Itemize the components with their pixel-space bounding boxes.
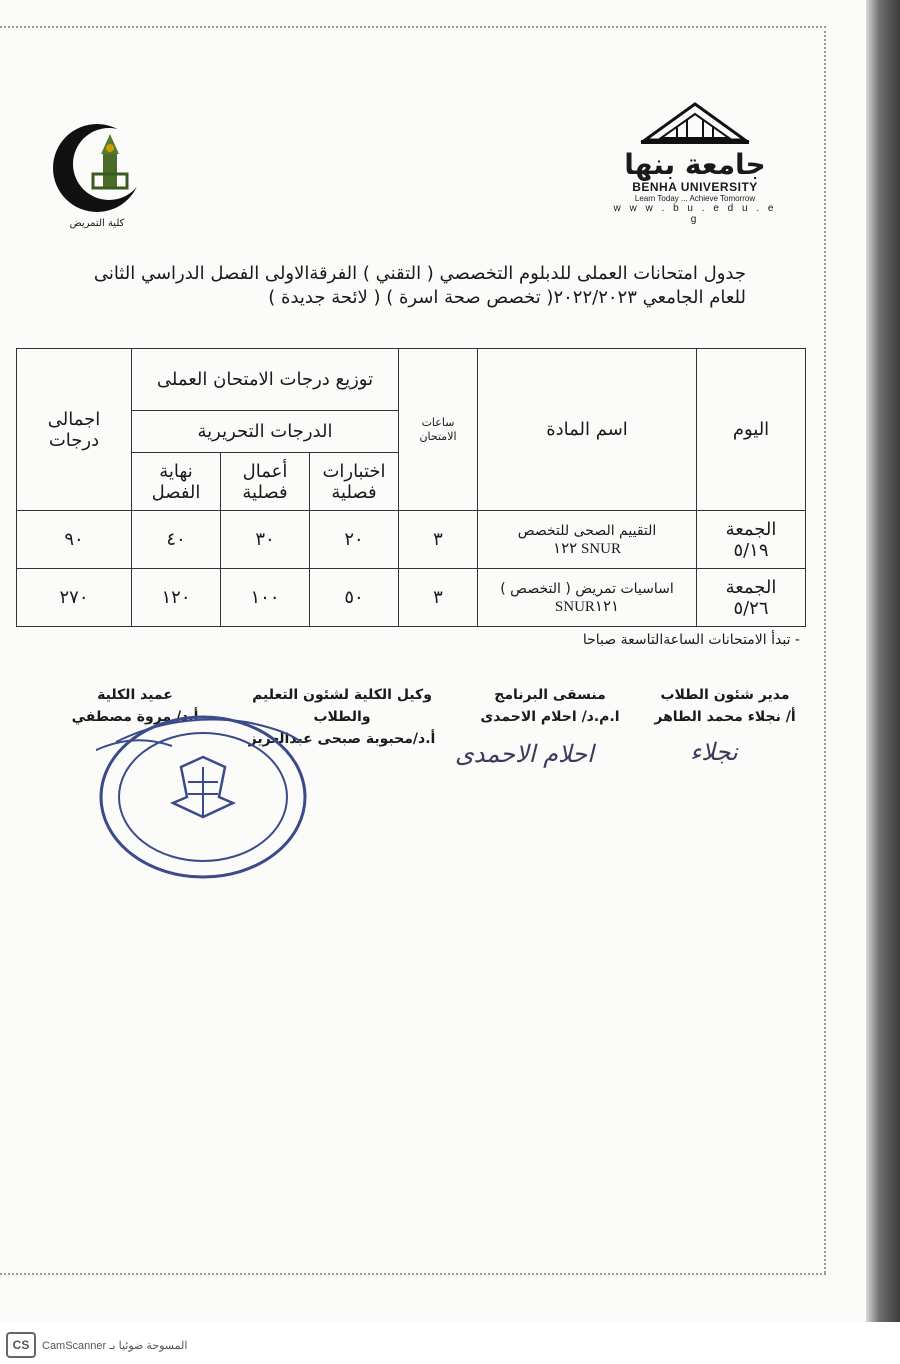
faculty-of-nursing-logo: [42, 120, 152, 229]
day-date: ٥/١٩: [733, 539, 769, 561]
subject-code: SNUR١٢١: [554, 598, 620, 615]
exam-schedule-table: [16, 348, 806, 627]
day-name: الجمعة: [725, 576, 777, 598]
row-total: ٢٧٠: [17, 569, 132, 627]
table-row: [17, 569, 806, 627]
scanner-footer: [6, 1332, 306, 1358]
row-coursework: ٣٠: [221, 511, 310, 569]
header-hours: ساعات الامتحان: [399, 349, 478, 511]
subject-name: التقييم الصحى للتخصص: [517, 522, 657, 539]
table-row: [17, 511, 806, 569]
handwritten-signature-1: نجلاء: [690, 738, 738, 766]
row-quizzes: ٢٠: [310, 511, 399, 569]
signature-name: أ.د/ مروة مصطفي: [71, 709, 199, 725]
university-building-icon: [635, 100, 755, 148]
dotted-border-top: [0, 26, 826, 28]
camscanner-logo: CS: [6, 1332, 36, 1358]
signature-name: أ.د/محبوبة صبحى عبدالعزيز: [248, 731, 436, 747]
day-name: الجمعة: [725, 518, 777, 540]
dotted-border-right: [824, 26, 826, 1273]
official-seal-stamp: [96, 712, 310, 882]
crescent-emblem-icon: [47, 120, 147, 216]
title-line-2: للعام الجامعي ٢٠٢٢/٢٠٢٣( تخصص صحة اسرة ) ( لائحة جديدة ): [268, 287, 746, 308]
signature-student-affairs: [650, 684, 800, 728]
university-name-en: BENHA UNIVERSITY: [632, 180, 758, 194]
header-day: اليوم: [697, 349, 806, 511]
row-day: [697, 511, 806, 569]
row-total: ٩٠: [17, 511, 132, 569]
row-coursework: ١٠٠: [221, 569, 310, 627]
row-hours: ٣: [399, 569, 478, 627]
row-quizzes: ٥٠: [310, 569, 399, 627]
signature-role: منسقى البرنامج: [494, 687, 606, 703]
university-website: w w w . b u . e d u . e g: [613, 203, 777, 225]
signature-name: أ/ نجلاء محمد الطاهر: [654, 709, 796, 725]
scan-dark-edge: [866, 0, 900, 1322]
day-date: ٥/٢٦: [733, 597, 769, 619]
benha-university-logo: [610, 100, 780, 225]
row-subject: [478, 569, 697, 627]
document-title: [46, 262, 746, 310]
row-final: ١٢٠: [132, 569, 221, 627]
row-subject: [478, 511, 697, 569]
signature-role: وكيل الكلية لشئون التعليم والطلاب: [252, 687, 432, 725]
header-written: الدرجات التحريرية: [132, 411, 399, 453]
row-day: [697, 569, 806, 627]
header-distribution: توزيع درجات الامتحان العملى: [132, 349, 399, 411]
row-hours: ٣: [399, 511, 478, 569]
subject-code: SNUR ١٢٢: [553, 540, 621, 557]
header-subject: اسم المادة: [478, 349, 697, 511]
signature-role: عميد الكلية: [97, 687, 173, 703]
faculty-caption: كلية التمريض: [69, 218, 125, 229]
row-final: ٤٠: [132, 511, 221, 569]
exam-time-note: - تبدأ الامتحانات الساعةالتاسعة صباحا: [582, 632, 800, 648]
dotted-border-bottom: [0, 1273, 826, 1275]
handwritten-signature-2: احلام الاحمدى: [455, 740, 594, 768]
header-quizzes: اختبارات فصلية: [310, 453, 399, 511]
header-coursework: أعمال فصلية: [221, 453, 310, 511]
university-name-ar: جامعة بنها: [624, 148, 766, 181]
title-line-1: جدول امتحانات العملى للدبلوم التخصصي ( التقني ) الفرقةالاولى الفصل الدراسي الثانى: [93, 263, 746, 284]
signature-program-coordinator: [470, 684, 630, 728]
signature-role: مدير شئون الطلاب: [660, 687, 790, 703]
scanner-footer-text: CamScanner المسوحة ضوئيا بـ: [42, 1339, 188, 1352]
header-final: نهاية الفصل: [132, 453, 221, 511]
subject-name: اساسيات تمريض ( التخصص ): [500, 580, 674, 597]
signature-name: ا.م.د/ احلام الاحمدى: [480, 709, 620, 725]
university-slogan: Learn Today ... Achieve Tomorrow: [634, 194, 756, 203]
header-total: اجمالى درجات: [17, 349, 132, 511]
